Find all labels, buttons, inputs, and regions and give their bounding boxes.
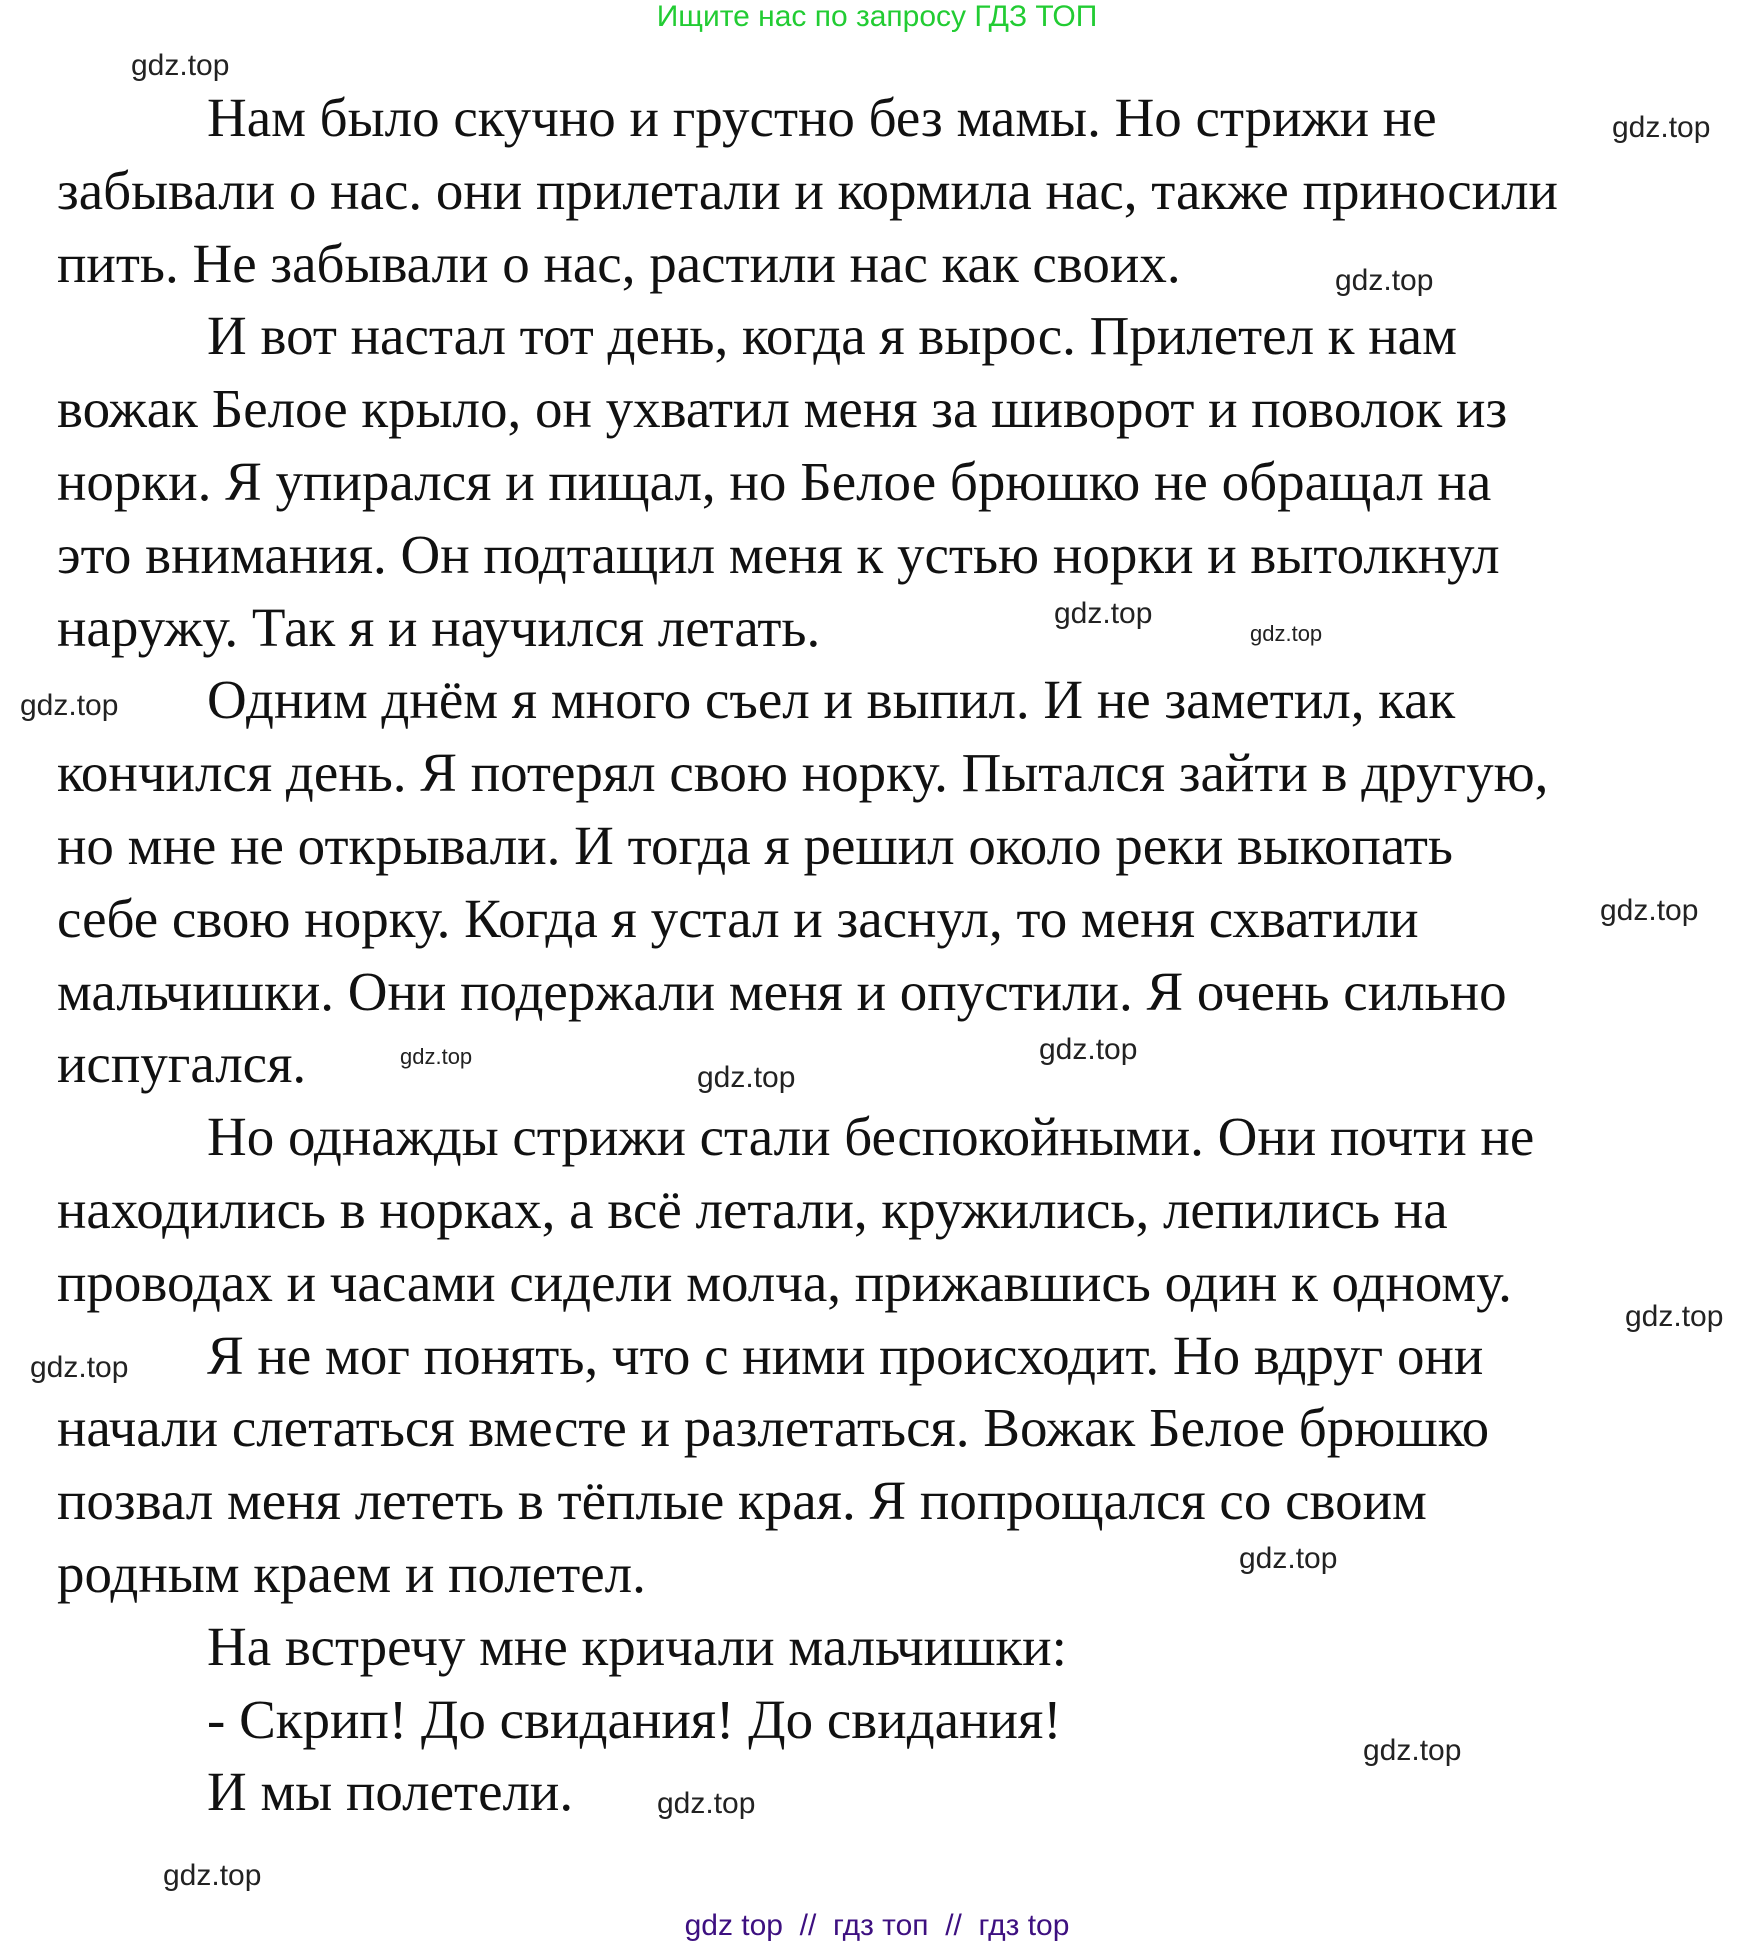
text-line: На встречу мне кричали мальчишки:	[207, 1615, 1067, 1677]
watermark: gdz.top	[1039, 1033, 1138, 1066]
text-line: себе свою норку. Когда я устал и заснул, то меня схватили	[57, 887, 1419, 949]
text-line: норки. Я упирался и пищал, но Белое брюшко не обращал на	[57, 450, 1492, 512]
text-line: Я не мог понять, что с ними происходит. Но вдруг они	[207, 1324, 1484, 1386]
text-line: испугался.	[57, 1033, 307, 1095]
watermark: gdz.top	[30, 1351, 129, 1384]
text-line: мальчишки. Они подержали меня и опустили. Я очень сильно	[57, 960, 1507, 1022]
text-line: находились в норках, а всё летали, кружились, лепились на	[57, 1178, 1448, 1240]
text-line: кончился день. Я потерял свою норку. Пытался зайти в другую,	[57, 742, 1549, 804]
text-line: родным краем и полетел.	[57, 1542, 646, 1604]
text-line: но мне не открывали. И тогда я решил около реки выкопать	[57, 814, 1453, 876]
watermark: gdz.top	[20, 689, 119, 722]
search-hint-banner: Ищите нас по запросу ГДЗ ТОП	[656, 0, 1098, 33]
text-line: Одним днём я много съел и выпил. И не заметил, как	[207, 669, 1456, 731]
watermark: gdz.top	[1239, 1542, 1338, 1575]
text-line: пить. Не забывали о нас, растили нас как своих.	[57, 232, 1181, 294]
text-line: - Скрип! До свидания! До свидания!	[207, 1688, 1062, 1750]
footer-links: gdz top // гдз топ // гдз top	[684, 1909, 1070, 1942]
text-line: позвал меня лететь в тёплые края. Я попрощался со своим	[57, 1470, 1427, 1532]
text-line: забывали о нас. они прилетали и кормила нас, также приносили	[57, 159, 1558, 221]
watermark: gdz.top	[1363, 1734, 1462, 1767]
watermark: gdz.top	[1054, 597, 1153, 630]
text-line: И мы полетели.	[207, 1761, 574, 1823]
watermark: gdz.top	[163, 1859, 262, 1892]
text-line: Нам было скучно и грустно без мамы. Но стрижи не	[207, 87, 1437, 148]
text-line: Но однажды стрижи стали беспокойными. Они почти не	[207, 1106, 1535, 1168]
watermark: gdz.top	[1612, 111, 1711, 144]
text-line: это внимания. Он подтащил меня к устью норки и вытолкнул	[57, 523, 1500, 585]
text-line: проводах и часами сидели молча, прижавшись один к одному.	[57, 1251, 1512, 1313]
text-line: И вот настал тот день, когда я вырос. Прилетел к нам	[207, 305, 1457, 367]
watermark: gdz.top	[697, 1061, 796, 1094]
text-line: наружу. Так я и научился летать.	[57, 596, 821, 658]
watermark: gdz.top	[1600, 894, 1699, 927]
watermark: gdz.top	[131, 49, 230, 82]
watermark: gdz.top	[657, 1787, 756, 1820]
text-line: начали слетаться вместе и разлетаться. Вожак Белое брюшко	[57, 1397, 1490, 1459]
watermark: gdz.top	[1625, 1300, 1724, 1333]
text-line: вожак Белое крыло, он ухватил меня за шиворот и поволок из	[57, 378, 1508, 440]
watermark: gdz.top	[1250, 621, 1323, 646]
watermark: gdz.top	[1335, 264, 1434, 297]
watermark: gdz.top	[400, 1044, 473, 1069]
